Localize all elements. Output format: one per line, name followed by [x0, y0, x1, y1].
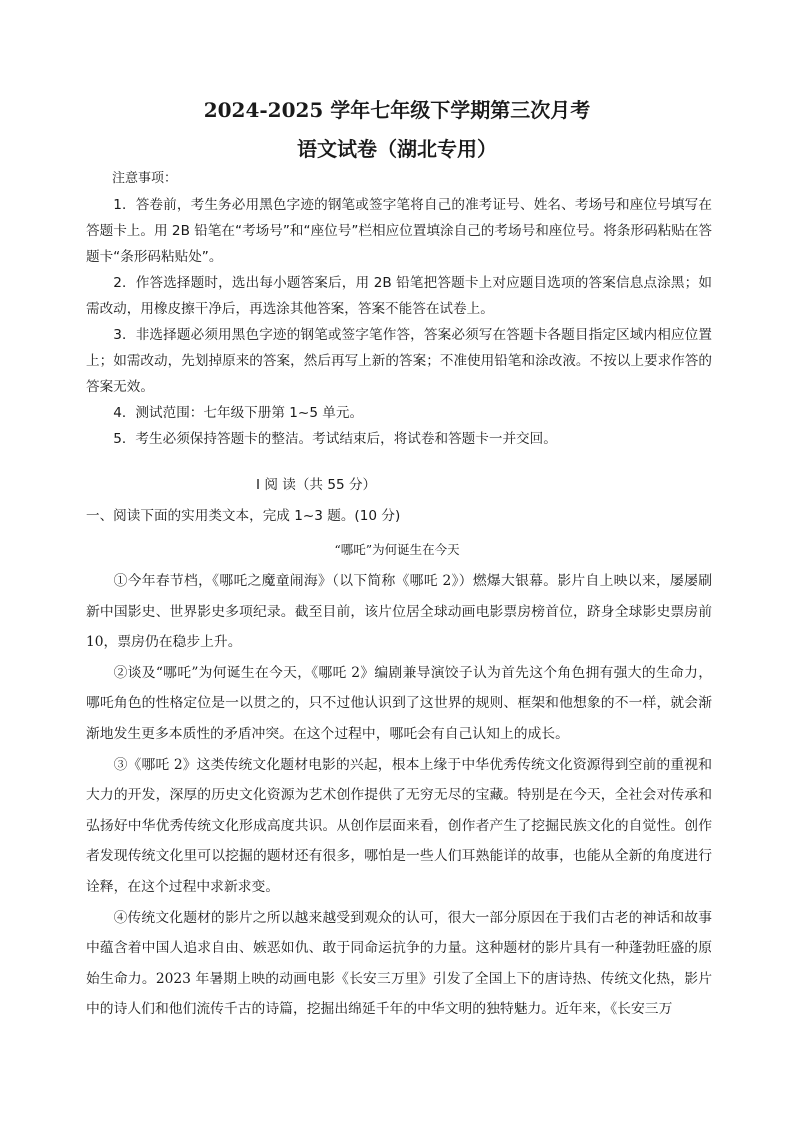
note-item: 4．测试范围：七年级下册第 1~5 单元。: [113, 405, 364, 421]
question-label: 一、阅读下面的实用类文本，完成 1~3 题。(10 分): [86, 508, 401, 524]
note-item: 5．考生必须保持答题卡的整洁。考试结束后，将试卷和答题卡一并交回。: [113, 431, 557, 447]
note-item: 1．答卷前，考生务必用黑色字迹的钢笔或签字笔将自己的准考证号、姓名、考场号和座位号填写在答题卡上。用 2B 铅笔在“考场号”和“座位号”栏相应位置填涂自己的考场号和座位号。将条形码粘贴在答题卡“条形码粘贴处”。: [86, 197, 712, 265]
article-paragraph: ①今年春节档，《哪吒之魔童闹海》（以下简称《哪吒 2》）燃爆大银幕。影片自上映以来，屡屡刷新中国影史、世界影史多项纪录。截至目前，该片位居全球动画电影票房榜首位，跻身全球影史票房前 10，票房仍在稳步上升。: [86, 573, 712, 651]
article-paragraph: ④传统文化题材的影片之所以越来越受到观众的认可，很大一部分原因在于我们古老的神话和故事中蕴含着中国人追求自由、嫉恶如仇、敢于同命运抗争的力量。这种题材的影片具有一种蓬勃旺盛的原始生命力。2023 年暑期上映的动画电影《长安三万里》引发了全国上下的唐诗热、传统文化热，影片中的诗人们和他们流传千古的诗篇，挖掘出绵延千年的中华文明的独特魅力。近年来，《长安三万: [86, 909, 712, 1018]
article-paragraph: ②谈及“哪吒”为何诞生在今天，《哪吒 2》编剧兼导演饺子认为首先这个角色拥有强大的生命力，哪吒角色的性格定位是一以贯之的，只不过他认识到了这世界的规则、框架和他想象的不一样，就会渐渐地发生更多本质性的矛盾冲突。在这个过程中，哪吒会有自己认知上的成长。: [86, 664, 712, 742]
exam-title: 2024-2025 学年七年级下学期第三次月考: [203, 98, 591, 122]
part-label: I 阅 读（共 55 分）: [256, 477, 377, 493]
article-body: [86, 566, 712, 1025]
article-paragraph: ③《哪吒 2》这类传统文化题材电影的兴起，根本上缘于中华优秀传统文化资源得到空前的重视和大力的开发，深厚的历史文化资源为艺术创作提供了无穷无尽的宝藏。特别是在今天，全社会对传承和弘扬好中华优秀传统文化形成高度共识。从创作层面来看，创作者产生了挖掘民族文化的自觉性。创作者发现传统文化里可以挖掘的题材还有很多，哪怕是一些人们耳熟能详的故事，也能从全新的角度进行诠释，在这个过程中求新求变。: [86, 756, 712, 895]
exam-subtitle: 语文试卷（湖北专用）: [297, 137, 497, 161]
notes-heading: 注意事项：: [112, 171, 178, 186]
article-title: “哪吒”为何诞生在今天: [334, 542, 460, 557]
notes-block: [86, 166, 712, 452]
note-item: 3．非选择题必须用黑色字迹的钢笔或签字笔作答，答案必须写在答题卡各题目指定区域内相应位置上；如需改动，先划掉原来的答案，然后再写上新的答案；不准使用铅笔和涂改液。不按以上要求作答的答案无效。: [86, 327, 712, 395]
note-item: 2．作答选择题时，选出每小题答案后，用 2B 铅笔把答题卡上对应题目选项的答案信息点涂黑；如需改动，用橡皮擦干净后，再选涂其他答案，答案不能答在试卷上。: [86, 275, 712, 317]
